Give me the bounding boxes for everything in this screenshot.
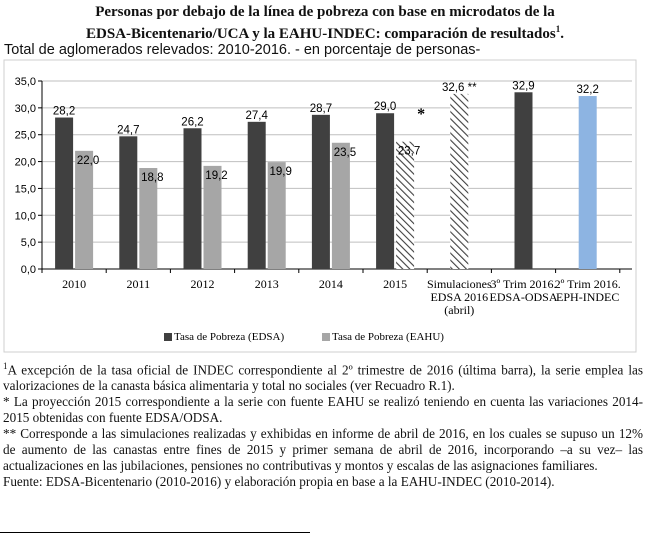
data-label-eahu: 22,0	[76, 154, 100, 167]
legend	[164, 331, 444, 343]
chart-title-line2-text: EDSA-Bicentenario/UCA y la EAHU-INDEC: comparación de resultados	[86, 26, 556, 42]
footnote-2: * La proyección 2015 correspondiente a la serie con fuente EAHU se realizó teniendo en cuenta las variaciones 2014-2015 obtenidas con fuente EDSA/ODSA.	[3, 394, 643, 426]
bar-edsa	[184, 128, 202, 269]
bar-eahu	[396, 142, 414, 269]
x-tick-label: EPH-INDEC	[556, 290, 620, 304]
source-note: Fuente: EDSA-Bicentenario (2010-2016) y elaboración propia en base a la EAHU-INDEC (2010-2014).	[3, 474, 555, 490]
y-tick-label: 5,0	[20, 237, 36, 250]
y-tick-label: 35,0	[14, 76, 36, 88]
bar-hatched	[450, 94, 468, 269]
data-label-extra: 32,9	[512, 80, 535, 93]
y-tick-label: 30,0	[14, 102, 36, 115]
x-axis-labels	[42, 269, 621, 317]
title-footnote-marker: 1	[555, 24, 561, 34]
y-tick-label: 0,0	[20, 264, 36, 276]
bar-edsa	[376, 113, 394, 269]
bar-eahu	[268, 162, 286, 269]
y-tick-label: 20,0	[14, 156, 36, 169]
x-tick-label: 2º Trim 2016.	[554, 277, 621, 291]
chart-title	[0, 4, 650, 43]
projection-marker: *	[417, 106, 426, 124]
data-label-eahu: 23,7	[397, 145, 421, 158]
data-label-eahu: 23,5	[333, 146, 357, 159]
legend-swatch	[322, 333, 330, 341]
x-tick-label: 2012	[190, 277, 215, 291]
bar-eahu	[75, 151, 93, 269]
legend-label-edsa: Tasa de Pobreza (EDSA)	[174, 331, 285, 343]
poverty-bar-chart	[0, 58, 650, 358]
legend-swatch	[164, 333, 172, 341]
legend-label-eahu: Tasa de Pobreza (EAHU)	[332, 331, 444, 343]
data-label-eahu: 18,8	[141, 172, 164, 185]
x-tick-label: EDSA-ODSA	[489, 290, 558, 304]
x-tick-label: 2014	[318, 277, 343, 291]
data-label-edsa: 24,7	[117, 124, 140, 137]
x-tick-label: (abril)	[444, 303, 475, 317]
bar-eahu	[332, 143, 350, 269]
data-label-eahu: 19,2	[205, 169, 228, 182]
data-label-extra: 32,2	[576, 84, 599, 97]
footnotes	[3, 358, 643, 490]
x-tick-label: Simulaciones	[426, 277, 492, 291]
footnote-3: ** Corresponde a las simulaciones realizadas y exhibidas en informe de abril de 2016, en los cuales se supuso un 12% de aumento de las canastas entre fines de 2015 y primer semana de abril de 2016, incorporando –a su vez– las actualizaciones en las jubilaciones, pensiones no contributivas y montos y escalas de las asignaciones familiares.	[3, 426, 643, 474]
bar-edsa	[119, 136, 137, 269]
x-tick-label: 2011	[126, 277, 151, 291]
footnote-1-marker: 1	[3, 361, 8, 371]
data-label-edsa: 27,4	[245, 109, 268, 122]
data-label-edsa: 28,2	[52, 105, 76, 118]
x-tick-label: 2013	[254, 277, 279, 291]
footnote-1	[3, 358, 643, 394]
bar-dark	[515, 92, 533, 269]
x-tick-label: 2010	[62, 277, 87, 291]
data-label-edsa: 28,7	[309, 102, 333, 115]
data-label-extra: 32,6 **	[442, 81, 477, 94]
y-tick-label: 15,0	[14, 183, 36, 196]
chart-subtitle: Total de aglomerados relevados: 2010-2016. - en porcentaje de personas-	[4, 42, 481, 58]
bar-blue	[579, 96, 597, 269]
footnote-1-text: A excepción de la tasa oficial de INDEC correspondiente al 2º trimestre de 2016 (última barra), la serie emplea las valorizaciones de la canasta básica alimentaria y total no sociales (ver Recuadro R.1).	[3, 362, 643, 394]
bar-edsa	[55, 118, 73, 269]
x-tick-label: 2015	[383, 277, 408, 291]
data-label-eahu: 19,9	[269, 166, 292, 179]
y-tick-label: 10,0	[14, 210, 36, 223]
x-tick-label: EDSA 2016	[430, 290, 489, 304]
data-label-edsa: 26,2	[181, 116, 204, 129]
bar-edsa	[248, 122, 266, 269]
chart-title-line1: Personas por debajo de la línea de pobreza con base en microdatos de la	[95, 4, 555, 20]
chart-title-line2: EDSA-Bicentenario/UCA y la EAHU-INDEC: comparación de resultados$^1$.	[86, 24, 564, 42]
data-label-edsa: 29,0	[373, 101, 397, 114]
x-tick-label: 3º Trim 2016.	[490, 277, 557, 291]
y-tick-label: 25,0	[14, 129, 36, 142]
source-divider	[0, 532, 310, 533]
bar-edsa	[312, 115, 330, 269]
bars	[53, 80, 599, 269]
